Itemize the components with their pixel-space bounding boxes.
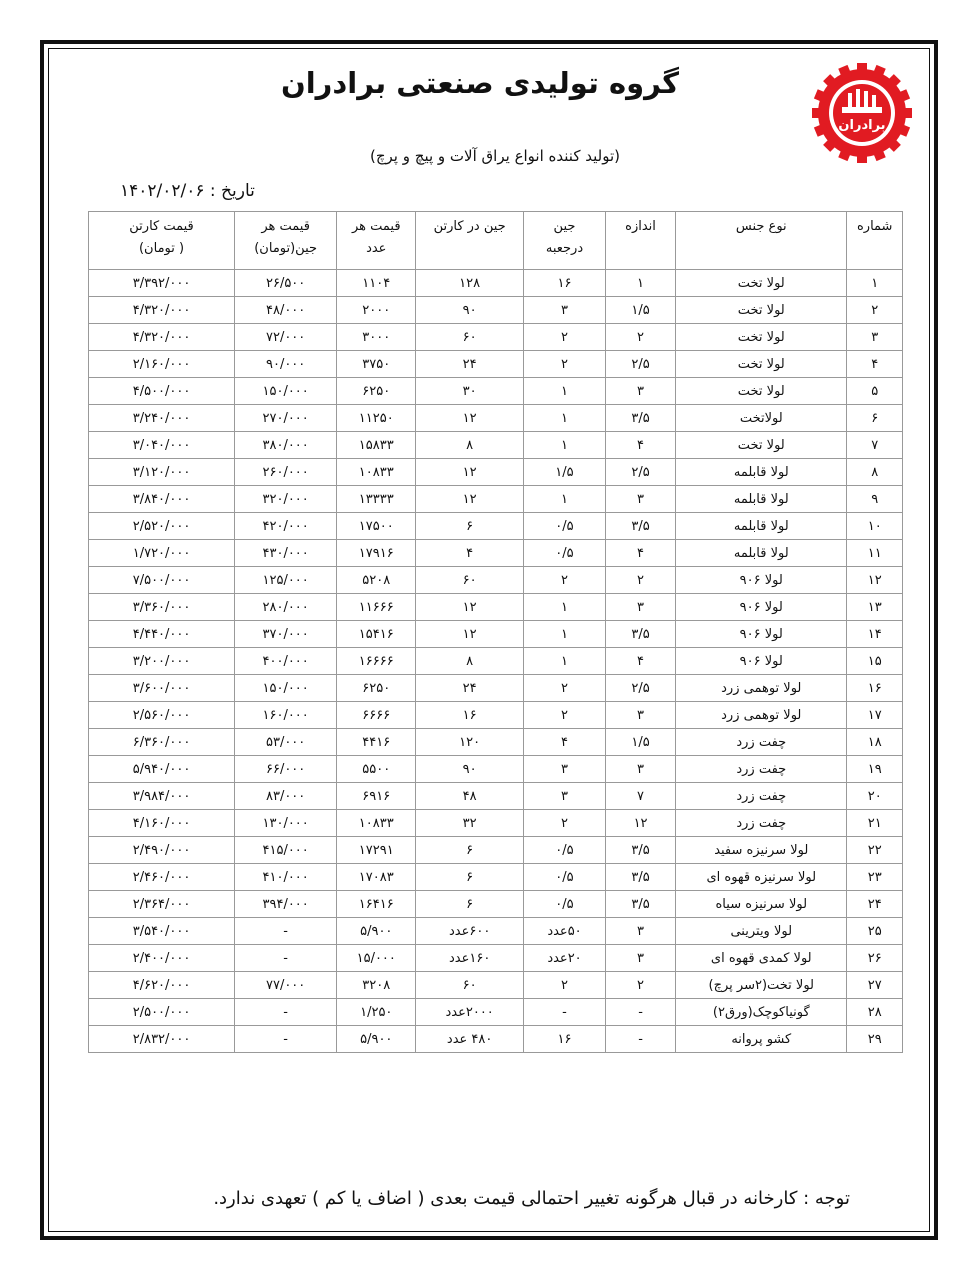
cell-dozen-per-carton: ۶: [416, 837, 524, 864]
cell-unit-price: ۳۰۰۰: [337, 324, 416, 351]
cell-dozen-price: ۷۷/۰۰۰: [235, 972, 337, 999]
cell-dozen-price: ۱۲۵/۰۰۰: [235, 567, 337, 594]
cell-carton-price: ۴/۳۲۰/۰۰۰: [89, 324, 235, 351]
cell-row-number: ۲۰: [847, 783, 903, 810]
cell-row-number: ۷: [847, 432, 903, 459]
cell-carton-price: ۲/۴۶۰/۰۰۰: [89, 864, 235, 891]
cell-dozen-per-box: ۰/۵: [523, 864, 605, 891]
cell-product-type: لولا تخت: [676, 324, 847, 351]
table-row: [89, 756, 903, 783]
table-row: [89, 459, 903, 486]
cell-dozen-per-carton: ۱۲: [416, 594, 524, 621]
table-body: [89, 270, 903, 1053]
header-row-number: شماره: [847, 212, 903, 270]
cell-row-number: ۱۴: [847, 621, 903, 648]
table-row: [89, 297, 903, 324]
cell-row-number: ۱۶: [847, 675, 903, 702]
cell-carton-price: ۳/۶۰۰/۰۰۰: [89, 675, 235, 702]
cell-dozen-per-box: ۱: [523, 378, 605, 405]
cell-unit-price: ۱۷۹۱۶: [337, 540, 416, 567]
cell-size: ۳/۵: [605, 891, 675, 918]
cell-size: ۲: [605, 972, 675, 999]
cell-dozen-per-carton: ۶۰: [416, 972, 524, 999]
cell-dozen-price: -: [235, 1026, 337, 1053]
cell-product-type: لولا توهمی زرد: [676, 702, 847, 729]
cell-size: ۳: [605, 486, 675, 513]
cell-dozen-per-box: ۱: [523, 648, 605, 675]
cell-dozen-price: ۳۲۰/۰۰۰: [235, 486, 337, 513]
cell-row-number: ۶: [847, 405, 903, 432]
table-row: [89, 810, 903, 837]
cell-row-number: ۱۰: [847, 513, 903, 540]
cell-product-type: لولاتخت: [676, 405, 847, 432]
cell-unit-price: ۱۵۴۱۶: [337, 621, 416, 648]
cell-dozen-price: ۳۸۰/۰۰۰: [235, 432, 337, 459]
cell-dozen-per-box: ۰/۵: [523, 540, 605, 567]
cell-dozen-per-box: ۱/۵: [523, 459, 605, 486]
cell-dozen-per-box: ۲: [523, 810, 605, 837]
cell-carton-price: ۴/۴۴۰/۰۰۰: [89, 621, 235, 648]
cell-size: ۳: [605, 945, 675, 972]
cell-size: ۳: [605, 756, 675, 783]
cell-dozen-per-carton: ۹۰: [416, 297, 524, 324]
cell-size: ۴: [605, 540, 675, 567]
table-row: [89, 648, 903, 675]
cell-dozen-per-box: ۲۰عدد: [523, 945, 605, 972]
cell-product-type: چفت زرد: [676, 810, 847, 837]
cell-dozen-per-box: ۱: [523, 405, 605, 432]
header-size: اندازه: [605, 212, 675, 270]
cell-dozen-per-carton: ۴۸۰ عدد: [416, 1026, 524, 1053]
cell-product-type: لولا سرنیزه سفید: [676, 837, 847, 864]
cell-row-number: ۲۹: [847, 1026, 903, 1053]
table-row: [89, 972, 903, 999]
cell-size: ۱/۵: [605, 729, 675, 756]
logo-gear-tooth: [857, 63, 867, 75]
cell-carton-price: ۲/۵۰۰/۰۰۰: [89, 999, 235, 1026]
logo-gear-tooth: [900, 108, 912, 118]
cell-row-number: ۲۷: [847, 972, 903, 999]
cell-product-type: چفت زرد: [676, 729, 847, 756]
cell-unit-price: ۱۵۸۳۳: [337, 432, 416, 459]
cell-unit-price: ۱۱۶۶۶: [337, 594, 416, 621]
cell-dozen-price: -: [235, 918, 337, 945]
cell-dozen-per-box: ۱۶: [523, 1026, 605, 1053]
cell-carton-price: ۱/۷۲۰/۰۰۰: [89, 540, 235, 567]
cell-unit-price: ۱۶۴۱۶: [337, 891, 416, 918]
cell-carton-price: ۴/۵۰۰/۰۰۰: [89, 378, 235, 405]
cell-dozen-per-carton: ۲۰۰۰عدد: [416, 999, 524, 1026]
cell-carton-price: ۳/۳۹۲/۰۰۰: [89, 270, 235, 297]
cell-size: ۳: [605, 378, 675, 405]
cell-product-type: لولا تخت: [676, 351, 847, 378]
cell-size: ۱۲: [605, 810, 675, 837]
cell-row-number: ۲۴: [847, 891, 903, 918]
table-row: [89, 945, 903, 972]
cell-dozen-per-carton: ۶: [416, 891, 524, 918]
cell-size: ۳/۵: [605, 513, 675, 540]
cell-unit-price: ۳۷۵۰: [337, 351, 416, 378]
cell-row-number: ۲۸: [847, 999, 903, 1026]
table-row: [89, 351, 903, 378]
table-row: [89, 432, 903, 459]
cell-dozen-per-box: ۱: [523, 621, 605, 648]
cell-dozen-per-carton: ۱۲: [416, 405, 524, 432]
table-row: [89, 378, 903, 405]
cell-dozen-per-carton: ۱۲: [416, 459, 524, 486]
cell-row-number: ۱۹: [847, 756, 903, 783]
cell-unit-price: ۱۵/۰۰۰: [337, 945, 416, 972]
cell-carton-price: ۶/۳۶۰/۰۰۰: [89, 729, 235, 756]
cell-product-type: چفت زرد: [676, 756, 847, 783]
cell-dozen-price: ۳۹۴/۰۰۰: [235, 891, 337, 918]
cell-dozen-per-carton: ۶۰: [416, 324, 524, 351]
cell-dozen-per-box: ۱۶: [523, 270, 605, 297]
cell-product-type: لولا ۹۰۶: [676, 621, 847, 648]
cell-row-number: ۱: [847, 270, 903, 297]
table-row: [89, 486, 903, 513]
cell-carton-price: ۲/۴۰۰/۰۰۰: [89, 945, 235, 972]
cell-product-type: گونیاکوچک(ورق۲): [676, 999, 847, 1026]
cell-dozen-per-carton: ۱۲۸: [416, 270, 524, 297]
cell-unit-price: ۶۹۱۶: [337, 783, 416, 810]
cell-size: ۷: [605, 783, 675, 810]
cell-carton-price: ۲/۵۲۰/۰۰۰: [89, 513, 235, 540]
cell-size: ۳/۵: [605, 405, 675, 432]
cell-row-number: ۱۳: [847, 594, 903, 621]
cell-carton-price: ۳/۹۸۴/۰۰۰: [89, 783, 235, 810]
cell-dozen-per-box: -: [523, 999, 605, 1026]
cell-row-number: ۱۱: [847, 540, 903, 567]
cell-row-number: ۲۶: [847, 945, 903, 972]
cell-product-type: چفت زرد: [676, 783, 847, 810]
cell-dozen-per-carton: ۳۰: [416, 378, 524, 405]
cell-unit-price: ۱۱۰۴: [337, 270, 416, 297]
cell-unit-price: ۵/۹۰۰: [337, 918, 416, 945]
cell-size: ۳/۵: [605, 837, 675, 864]
cell-carton-price: ۲/۳۶۴/۰۰۰: [89, 891, 235, 918]
cell-dozen-price: ۱۳۰/۰۰۰: [235, 810, 337, 837]
cell-dozen-per-carton: ۶۰: [416, 567, 524, 594]
cell-dozen-per-box: ۳: [523, 756, 605, 783]
header-unit-price: قیمت هر عدد: [337, 212, 416, 270]
table-row: [89, 324, 903, 351]
table-row: [89, 918, 903, 945]
header-dozen-price: قیمت هر جین(تومان): [235, 212, 337, 270]
company-title: گروه تولیدی صنعتی برادران: [280, 66, 679, 100]
cell-dozen-price: ۴۲۰/۰۰۰: [235, 513, 337, 540]
cell-dozen-per-box: ۲: [523, 567, 605, 594]
cell-size: ۲: [605, 324, 675, 351]
cell-size: ۲/۵: [605, 459, 675, 486]
cell-size: ۳: [605, 702, 675, 729]
cell-product-type: لولا تخت: [676, 432, 847, 459]
cell-unit-price: ۱۷۵۰۰: [337, 513, 416, 540]
cell-carton-price: ۳/۱۲۰/۰۰۰: [89, 459, 235, 486]
cell-unit-price: ۶۲۵۰: [337, 378, 416, 405]
cell-size: ۲/۵: [605, 351, 675, 378]
cell-dozen-price: ۲۸۰/۰۰۰: [235, 594, 337, 621]
cell-dozen-per-carton: ۶: [416, 864, 524, 891]
cell-carton-price: ۵/۹۴۰/۰۰۰: [89, 756, 235, 783]
cell-dozen-per-box: ۴: [523, 729, 605, 756]
cell-dozen-per-carton: ۶۰۰عدد: [416, 918, 524, 945]
cell-row-number: ۱۷: [847, 702, 903, 729]
cell-product-type: لولا تخت: [676, 297, 847, 324]
cell-dozen-per-carton: ۴۸: [416, 783, 524, 810]
cell-row-number: ۳: [847, 324, 903, 351]
cell-size: -: [605, 999, 675, 1026]
cell-size: ۳/۵: [605, 864, 675, 891]
cell-unit-price: ۵۲۰۸: [337, 567, 416, 594]
cell-product-type: لولا تخت: [676, 270, 847, 297]
cell-dozen-per-box: ۳: [523, 783, 605, 810]
cell-dozen-per-carton: ۶: [416, 513, 524, 540]
logo-gear-tooth: [857, 151, 867, 163]
cell-carton-price: ۲/۸۳۲/۰۰۰: [89, 1026, 235, 1053]
cell-product-type: لولا قابلمه: [676, 486, 847, 513]
cell-dozen-per-box: ۲: [523, 324, 605, 351]
cell-size: ۳: [605, 918, 675, 945]
cell-dozen-per-box: ۵۰عدد: [523, 918, 605, 945]
cell-product-type: لولا قابلمه: [676, 513, 847, 540]
table-row: [89, 405, 903, 432]
cell-size: ۴: [605, 648, 675, 675]
cell-size: ۲/۵: [605, 675, 675, 702]
header-carton-price: قیمت کارتن ( تومان): [89, 212, 235, 270]
header-product-type: نوع جنس: [676, 212, 847, 270]
cell-product-type: لولا ۹۰۶: [676, 648, 847, 675]
price-table: [88, 211, 903, 1053]
cell-dozen-per-box: ۳: [523, 297, 605, 324]
cell-unit-price: ۶۲۵۰: [337, 675, 416, 702]
table-row: [89, 891, 903, 918]
cell-dozen-per-carton: ۱۲۰: [416, 729, 524, 756]
company-subtitle: (تولید کننده انواع یراق آلات و پیچ و پرچ): [370, 147, 620, 165]
cell-unit-price: ۱۷۰۸۳: [337, 864, 416, 891]
cell-row-number: ۱۵: [847, 648, 903, 675]
cell-dozen-per-carton: ۸: [416, 648, 524, 675]
cell-dozen-price: ۴۳۰/۰۰۰: [235, 540, 337, 567]
table-row: [89, 864, 903, 891]
cell-size: ۱/۵: [605, 297, 675, 324]
cell-dozen-price: ۴۸/۰۰۰: [235, 297, 337, 324]
cell-carton-price: ۷/۵۰۰/۰۰۰: [89, 567, 235, 594]
cell-unit-price: ۱۶۶۶۶: [337, 648, 416, 675]
cell-dozen-price: ۲۶۰/۰۰۰: [235, 459, 337, 486]
table-header-row: [89, 212, 903, 270]
cell-product-type: لولا سرنیزه قهوه ای: [676, 864, 847, 891]
footer-note: توجه : کارخانه در قبال هرگونه تغییر احتمالی قیمت بعدی ( اضاف یا کم ) تعهدی ندارد.: [213, 1188, 850, 1209]
cell-unit-price: ۲۰۰۰: [337, 297, 416, 324]
cell-dozen-price: ۱۵۰/۰۰۰: [235, 675, 337, 702]
cell-carton-price: ۲/۵۶۰/۰۰۰: [89, 702, 235, 729]
cell-dozen-price: ۱۶۰/۰۰۰: [235, 702, 337, 729]
cell-unit-price: ۵/۹۰۰: [337, 1026, 416, 1053]
table-row: [89, 594, 903, 621]
cell-dozen-per-box: ۱: [523, 432, 605, 459]
cell-dozen-per-carton: ۱۲: [416, 486, 524, 513]
cell-size: ۱: [605, 270, 675, 297]
cell-product-type: لولا توهمی زرد: [676, 675, 847, 702]
cell-row-number: ۸: [847, 459, 903, 486]
cell-dozen-per-carton: ۱۲: [416, 621, 524, 648]
cell-dozen-per-carton: ۱۶: [416, 702, 524, 729]
cell-dozen-price: -: [235, 999, 337, 1026]
cell-product-type: لولا قابلمه: [676, 459, 847, 486]
cell-dozen-per-carton: ۳۲: [416, 810, 524, 837]
table-row: [89, 702, 903, 729]
cell-dozen-per-carton: ۹۰: [416, 756, 524, 783]
cell-carton-price: ۳/۰۴۰/۰۰۰: [89, 432, 235, 459]
cell-dozen-price: ۴۱۰/۰۰۰: [235, 864, 337, 891]
cell-unit-price: ۱۰۸۳۳: [337, 810, 416, 837]
cell-dozen-price: ۲۷۰/۰۰۰: [235, 405, 337, 432]
cell-dozen-per-carton: ۴: [416, 540, 524, 567]
cell-product-type: لولا تخت: [676, 378, 847, 405]
cell-dozen-price: -: [235, 945, 337, 972]
cell-size: ۴: [605, 432, 675, 459]
cell-carton-price: ۴/۶۲۰/۰۰۰: [89, 972, 235, 999]
cell-dozen-price: ۶۶/۰۰۰: [235, 756, 337, 783]
cell-dozen-per-box: ۲: [523, 702, 605, 729]
cell-carton-price: ۳/۵۴۰/۰۰۰: [89, 918, 235, 945]
logo-gear-tooth: [812, 108, 824, 118]
table-row: [89, 729, 903, 756]
cell-unit-price: ۱۰۸۳۳: [337, 459, 416, 486]
cell-unit-price: ۴۴۱۶: [337, 729, 416, 756]
cell-carton-price: ۴/۳۲۰/۰۰۰: [89, 297, 235, 324]
cell-unit-price: ۱۱۲۵۰: [337, 405, 416, 432]
table-row: [89, 540, 903, 567]
cell-dozen-price: ۷۲/۰۰۰: [235, 324, 337, 351]
cell-row-number: ۲: [847, 297, 903, 324]
cell-carton-price: ۳/۲۴۰/۰۰۰: [89, 405, 235, 432]
cell-dozen-per-box: ۲: [523, 675, 605, 702]
table-row: [89, 513, 903, 540]
cell-carton-price: ۲/۱۶۰/۰۰۰: [89, 351, 235, 378]
table-row: [89, 621, 903, 648]
cell-row-number: ۲۲: [847, 837, 903, 864]
cell-dozen-per-carton: ۱۶۰عدد: [416, 945, 524, 972]
table-row: [89, 567, 903, 594]
cell-dozen-price: ۸۳/۰۰۰: [235, 783, 337, 810]
cell-row-number: ۴: [847, 351, 903, 378]
cell-size: ۳: [605, 594, 675, 621]
table-row: [89, 837, 903, 864]
cell-product-type: کشو پروانه: [676, 1026, 847, 1053]
cell-row-number: ۲۵: [847, 918, 903, 945]
table-row: [89, 783, 903, 810]
cell-unit-price: ۶۶۶۶: [337, 702, 416, 729]
cell-dozen-price: ۲۶/۵۰۰: [235, 270, 337, 297]
price-list-date: تاریخ : ۱۴۰۲/۰۲/۰۶: [120, 181, 255, 201]
cell-carton-price: ۳/۳۶۰/۰۰۰: [89, 594, 235, 621]
cell-dozen-per-box: ۲: [523, 972, 605, 999]
header-dozen-per-box: جین درجعبه: [523, 212, 605, 270]
cell-row-number: ۹: [847, 486, 903, 513]
cell-dozen-per-box: ۱: [523, 594, 605, 621]
cell-carton-price: ۴/۱۶۰/۰۰۰: [89, 810, 235, 837]
table-row: [89, 999, 903, 1026]
cell-size: -: [605, 1026, 675, 1053]
cell-product-type: لولا ویترینی: [676, 918, 847, 945]
cell-product-type: لولا ۹۰۶: [676, 567, 847, 594]
cell-unit-price: ۱/۲۵۰: [337, 999, 416, 1026]
cell-dozen-per-box: ۱: [523, 486, 605, 513]
logo-text: برادران: [838, 118, 886, 133]
cell-dozen-price: ۴۱۵/۰۰۰: [235, 837, 337, 864]
cell-carton-price: ۳/۸۴۰/۰۰۰: [89, 486, 235, 513]
cell-dozen-price: ۳۷۰/۰۰۰: [235, 621, 337, 648]
cell-unit-price: ۵۵۰۰: [337, 756, 416, 783]
cell-carton-price: ۲/۴۹۰/۰۰۰: [89, 837, 235, 864]
cell-dozen-per-carton: ۲۴: [416, 675, 524, 702]
cell-product-type: لولا کمدی قهوه ای: [676, 945, 847, 972]
cell-row-number: ۲۳: [847, 864, 903, 891]
cell-row-number: ۱۲: [847, 567, 903, 594]
cell-dozen-price: ۵۳/۰۰۰: [235, 729, 337, 756]
cell-dozen-per-box: ۰/۵: [523, 837, 605, 864]
table-row: [89, 270, 903, 297]
cell-size: ۲: [605, 567, 675, 594]
cell-product-type: لولا قابلمه: [676, 540, 847, 567]
table-row: [89, 675, 903, 702]
cell-dozen-price: ۱۵۰/۰۰۰: [235, 378, 337, 405]
cell-dozen-per-box: ۰/۵: [523, 891, 605, 918]
cell-dozen-per-box: ۰/۵: [523, 513, 605, 540]
cell-unit-price: ۳۲۰۸: [337, 972, 416, 999]
cell-row-number: ۵: [847, 378, 903, 405]
cell-unit-price: ۱۷۲۹۱: [337, 837, 416, 864]
cell-product-type: لولا تخت(۲سر پرچ): [676, 972, 847, 999]
cell-dozen-price: ۹۰/۰۰۰: [235, 351, 337, 378]
cell-dozen-per-carton: ۸: [416, 432, 524, 459]
cell-dozen-per-box: ۲: [523, 351, 605, 378]
cell-carton-price: ۳/۲۰۰/۰۰۰: [89, 648, 235, 675]
cell-dozen-per-carton: ۲۴: [416, 351, 524, 378]
header-dozen-per-carton: جین در کارتن: [416, 212, 524, 270]
company-logo: [812, 63, 912, 163]
cell-size: ۳/۵: [605, 621, 675, 648]
cell-product-type: لولا سرنیزه سیاه: [676, 891, 847, 918]
cell-row-number: ۱۸: [847, 729, 903, 756]
table-row: [89, 1026, 903, 1053]
cell-unit-price: ۱۳۳۳۳: [337, 486, 416, 513]
cell-product-type: لولا ۹۰۶: [676, 594, 847, 621]
cell-row-number: ۲۱: [847, 810, 903, 837]
cell-dozen-price: ۴۰۰/۰۰۰: [235, 648, 337, 675]
